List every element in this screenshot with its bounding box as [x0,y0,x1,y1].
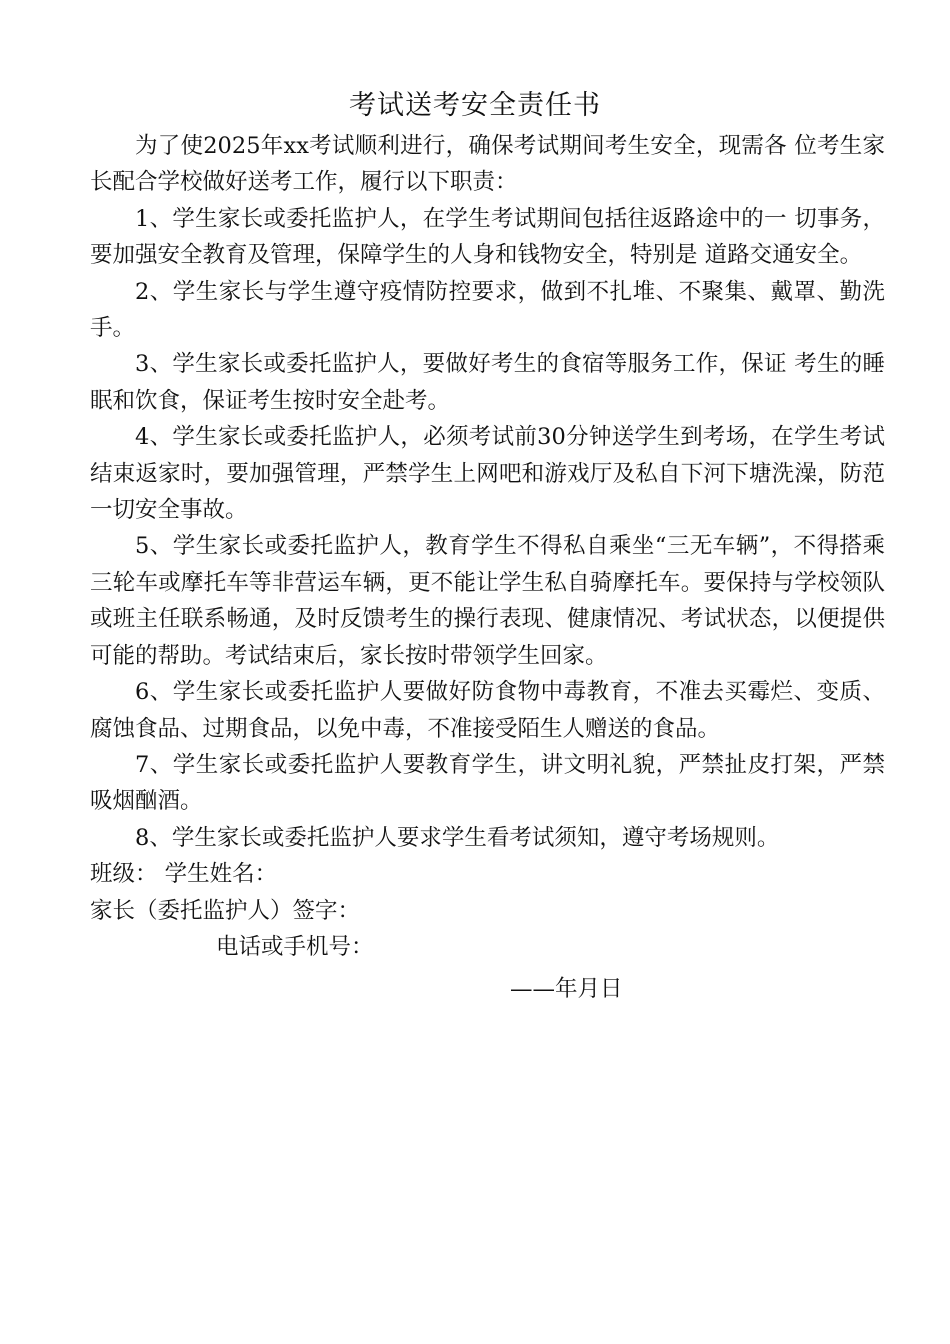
duty-item-8: 8、学生家长或委托监护人要求学生看考试须知，遵守考场规则。 [135,824,780,851]
class-student-name-line: 班级： 学生姓名： [90,861,278,888]
duty-item-7: 7、学生家长或委托监护人要教育学生，讲文明礼貌，严禁扯皮打架，严禁吸烟酗酒。 [90,751,885,815]
duty-item-4: 4、学生家长或委托监护人，必须考试前30分钟送学生到考场，在学生考试结束返家时，要加强管理，严禁学生上网吧和游戏厅及私自下河下塘洗澡，防范一切安全事故。 [90,424,885,524]
duty-item-6: 6、学生家长或委托监护人要做好防食物中毒教育，不准去买霉烂、变质、腐蚀食品、过期食品，以免中毒，不准接受陌生人赠送的食品。 [90,679,885,742]
intro-paragraph: 为了使2025年xx考试顺利进行，确保考试期间考生安全，现需各 位考生家长配合学校做好送考工作，履行以下职责： [90,133,885,196]
duty-item-5: 5、学生家长或委托监护人，教育学生不得私自乘坐“三无车辆”，不得搭乘三轮车或摩托车等非营运车辆，更不能让学生私自骑摩托车。要保持与学校领队或班主任联系畅通，及时反馈考生的操行表现、健康情况、考试状态，以便提供可能的帮助。考试结束后，家长按时带领学生回家。 [90,533,885,669]
date-line: ——年月日 [510,976,623,1003]
duty-item-2: 2、学生家长与学生遵守疫情防控要求，做到不扎堆、不聚集、戴罩、勤洗手。 [90,278,885,342]
document-title: 考试送考安全责任书 [349,90,601,121]
duty-item-1: 1、学生家长或委托监护人，在学生考试期间包括往返路途中的一 切事务，要加强安全教育及管理，保障学生的人身和钱物安全，特别是 道路交通安全。 [90,205,885,269]
duty-item-3: 3、学生家长或委托监护人，要做好考生的食宿等服务工作，保证 考生的睡眠和饮食，保证考生按时安全赴考。 [90,351,885,414]
document-body [90,128,885,1008]
phone-number-line: 电话或手机号： [216,933,374,960]
parent-signature-line: 家长（委托监护人）签字： [90,897,361,924]
